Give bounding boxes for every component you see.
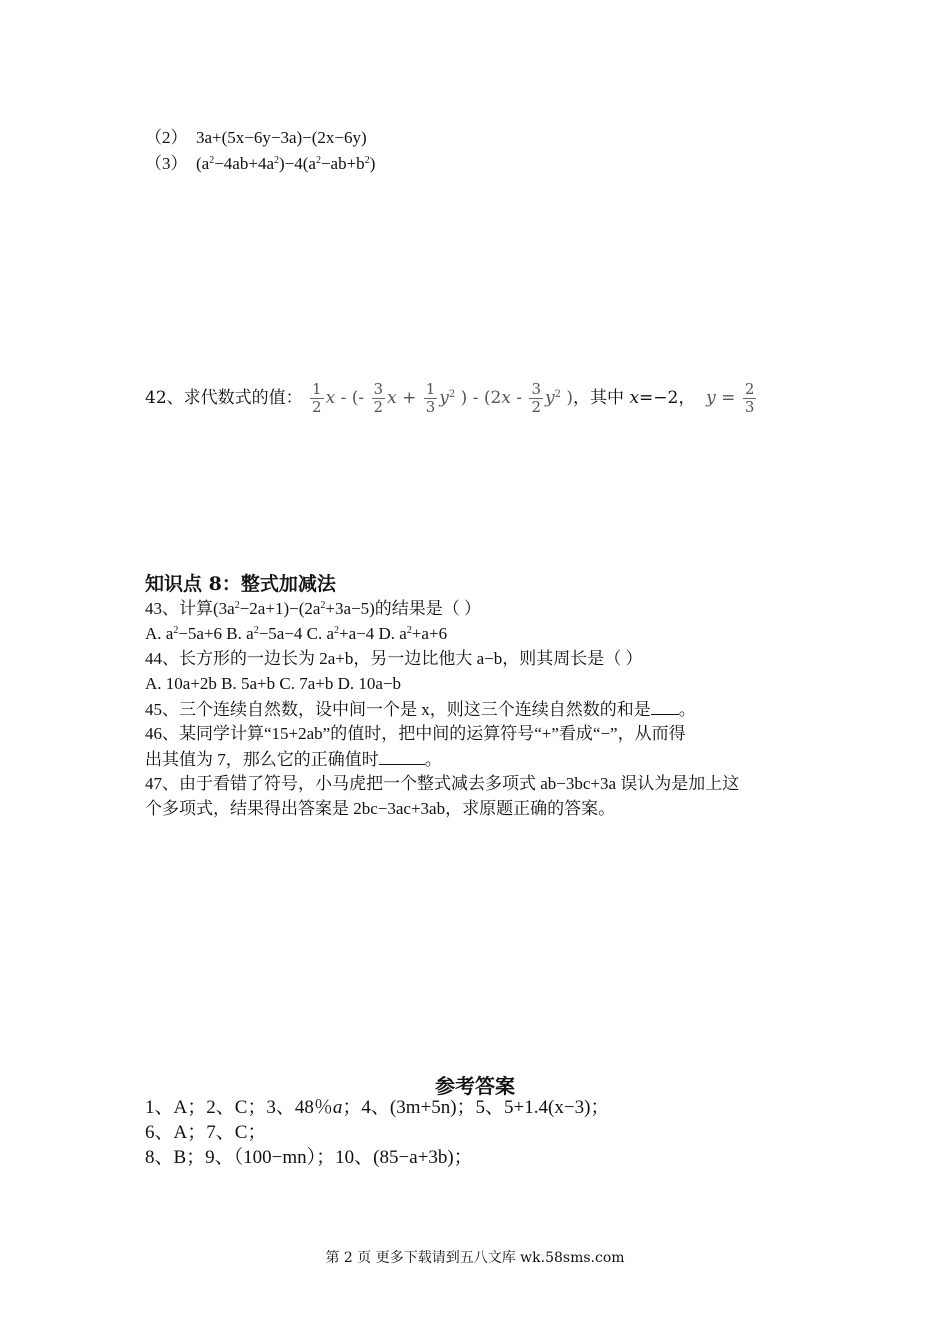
q46-line2 <box>145 748 442 771</box>
fraction-three-halves <box>372 381 386 416</box>
fraction-one-third <box>424 381 438 416</box>
q42-prefix: 42、求代数式的值： <box>145 388 303 408</box>
exponent: 2 <box>334 625 340 636</box>
fraction-two-thirds <box>743 381 757 416</box>
exponent: 2 <box>315 155 321 166</box>
q43 <box>145 598 481 620</box>
exponent: 2 <box>554 389 561 400</box>
q41-part2 <box>145 127 367 149</box>
var-x: x <box>629 388 640 408</box>
exponent: 2 <box>173 625 179 636</box>
q44: 44、长方形的一边长为 2a+b，另一边比他大 a−b，则其周长是（ ） <box>145 649 643 668</box>
answers-line3: 8、B；9、（100−mn）；10、(85−a+3b)； <box>145 1147 473 1168</box>
expr-seg: (a <box>196 154 210 173</box>
expr-seg: )−4(a <box>278 154 316 173</box>
q43-seg: 43、计算(3a <box>145 599 235 618</box>
exponent: 2 <box>448 389 456 400</box>
q42-suffix: ，其中 <box>573 388 630 408</box>
q45-end: 。 <box>678 700 696 719</box>
exponent: 2 <box>209 155 215 166</box>
q42-x-value: =−2， <box>639 388 696 408</box>
q46-end: 。 <box>424 750 442 769</box>
opt-seg: −5a+6 B. a <box>178 624 254 643</box>
frac-num: 3 <box>373 380 384 398</box>
section-heading: 知识点 8：整式加减法 <box>145 573 336 595</box>
q44-options: A. 10a+2b B. 5a+b C. 7a+b D. 10a−b <box>145 674 402 693</box>
var-x: x <box>501 388 511 408</box>
q47-line1: 47、由于看错了符号，小马虎把一个整式减去多项式 ab−3bc+3a 误认为是加上这 <box>145 774 740 793</box>
answer-blank[interactable] <box>379 748 425 765</box>
frac-num: 3 <box>531 380 542 398</box>
exponent: 2 <box>253 625 259 636</box>
var-y: y <box>706 388 716 408</box>
exponent: 2 <box>320 600 326 611</box>
answer-blank[interactable] <box>651 698 679 715</box>
frac-den: 3 <box>744 398 755 416</box>
var-x: x <box>387 388 397 408</box>
answers-title: 参考答案 <box>435 1074 515 1098</box>
q41-part2-expression: 3a+(5x−6y−3a)−(2x−6y) <box>196 128 367 147</box>
var-x: x <box>325 388 336 408</box>
q43-seg: +3a−5)的结果是（ ） <box>325 599 482 618</box>
q41-part3 <box>145 153 375 175</box>
expr-seg: ) <box>369 154 376 173</box>
exponent: 2 <box>364 155 370 166</box>
frac-num: 2 <box>744 380 755 398</box>
exponent: 2 <box>234 600 240 611</box>
frac-den: 2 <box>531 398 542 416</box>
page-footer: 第 2 页 更多下载请到五八文库 wk.58sms.com <box>325 1250 625 1266</box>
answers-seg: ；4、(3m+5n)；5、5+1.4(x−3)； <box>342 1097 610 1118</box>
opt-seg: −5a−4 C. a <box>258 624 335 643</box>
frac-den: 3 <box>425 398 436 416</box>
answers-line1 <box>145 1096 609 1120</box>
fraction-three-halves-2 <box>529 381 543 416</box>
frac-num: 1 <box>312 380 322 398</box>
opt-seg: A. a <box>145 624 174 643</box>
q43-seg: −2a+1)−(2a <box>239 599 321 618</box>
answers-line2: 6、A；7、C； <box>145 1122 267 1143</box>
expr-seg: −4ab+4a <box>214 154 274 173</box>
frac-den: 2 <box>312 398 322 416</box>
var-y: y <box>545 388 555 408</box>
exponent: 2 <box>406 625 412 636</box>
answers-seg: 1、A；2、C；3、48％ <box>145 1097 333 1118</box>
q45-text: 45、三个连续自然数，设中间一个是 x，则这三个连续自然数的和是 <box>145 700 651 719</box>
fraction-one-half <box>310 381 324 416</box>
q45 <box>145 698 696 721</box>
q41-part2-label: （2） <box>145 128 188 147</box>
q43-options <box>145 623 447 645</box>
exponent: 2 <box>273 155 279 166</box>
q46-text: 出其值为 7，那么它的正确值时 <box>145 750 379 769</box>
frac-num: 1 <box>425 380 436 398</box>
opt-seg: +a−4 D. a <box>339 624 407 643</box>
q47-line2: 个多项式，结果得出答案是 2bc−3ac+3ab，求原题正确的答案。 <box>145 799 616 818</box>
expr-seg: −ab+b <box>320 154 365 173</box>
q41-part3-label: （3） <box>145 154 188 173</box>
opt-seg: +a+6 <box>411 624 448 643</box>
q42: 42、求代数式的值： $\frac{1}{2}$ x - (- $\frac{3}{2}$ x + $\frac{1}{3}$ $y^2$ ) - (2x - $\frac{3}{2}$ $y^2$ )，其中 x=−2， y = $\frac{2}{3}$ <box>145 380 755 416</box>
answers-var: a <box>332 1097 343 1118</box>
var-y: y <box>439 388 449 408</box>
q46-line1: 46、某同学计算“15+2ab”的值时，把中间的运算符号“+”看成“−”，从而得 <box>145 724 686 743</box>
frac-den: 2 <box>373 398 384 416</box>
